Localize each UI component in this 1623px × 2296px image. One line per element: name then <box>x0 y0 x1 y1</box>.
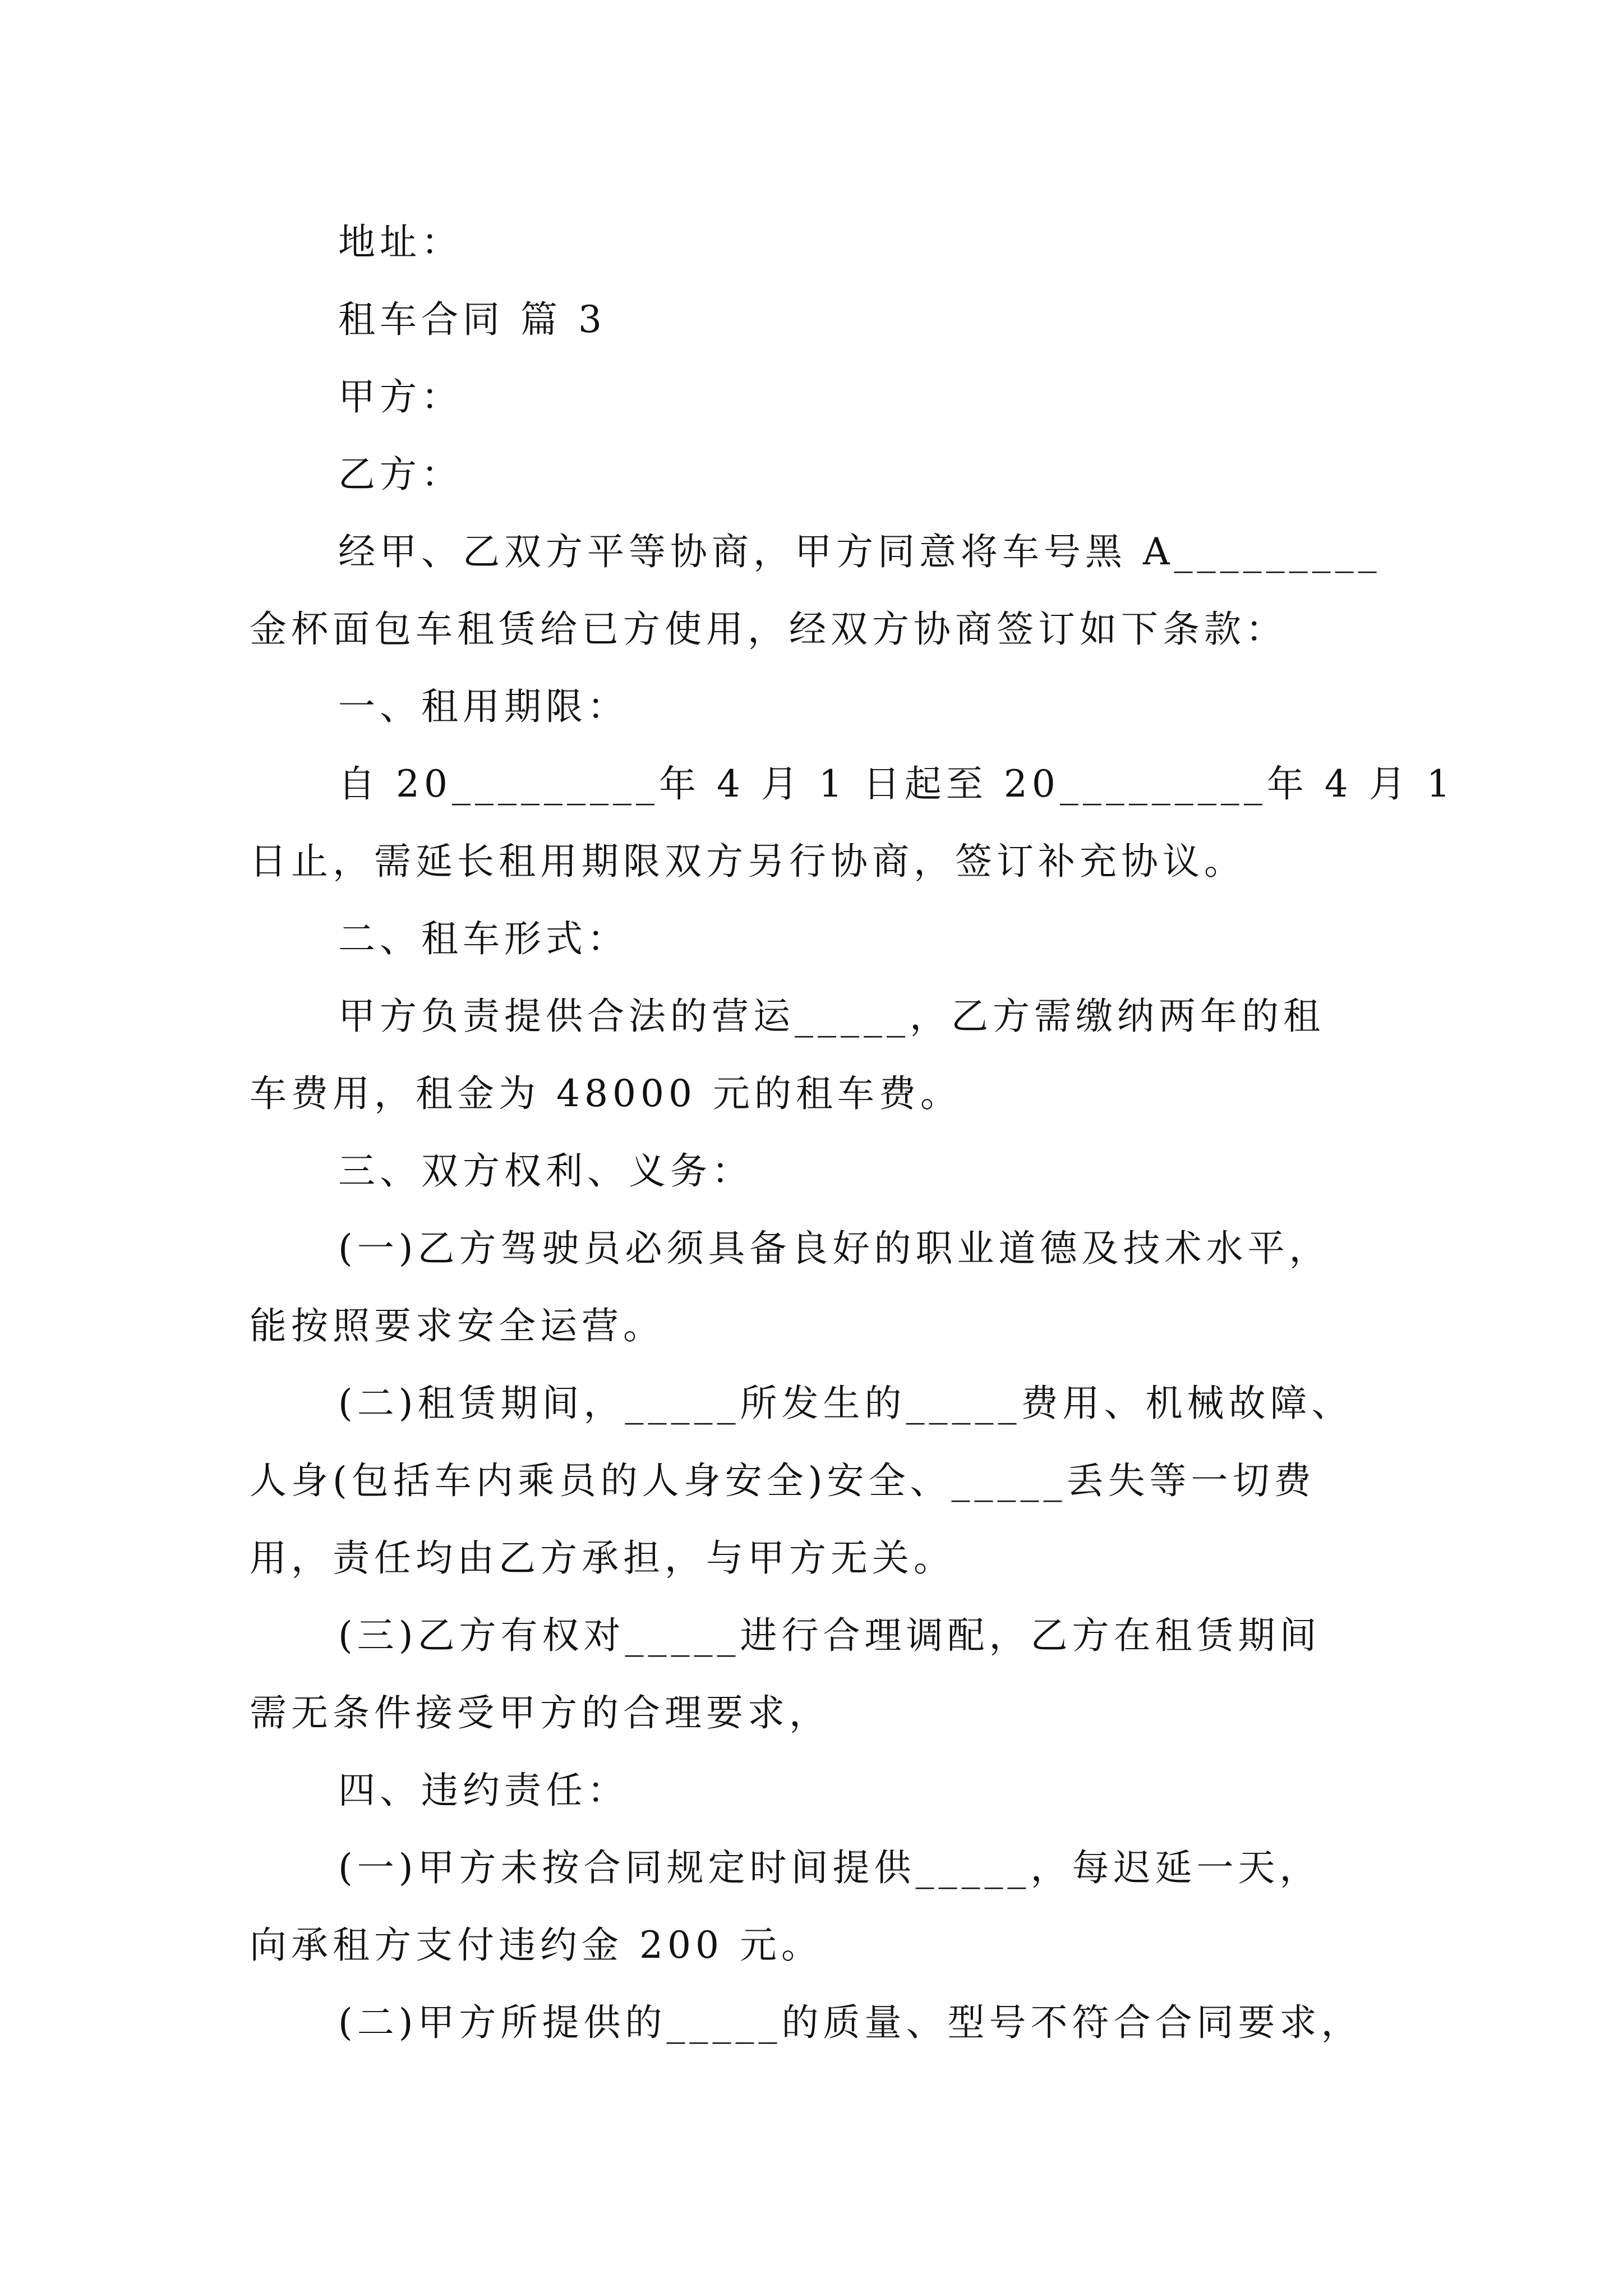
body-text-line: 人身(包括车内乘员的人身安全)安全、_____丢失等一切费 <box>250 1459 1316 1502</box>
clause-heading: 三、双方权利、义务： <box>338 1149 753 1193</box>
section-title: 租车合同 篇 3 <box>338 298 606 341</box>
body-text-line: 金杯面包车租赁给已方使用，经双方协商签订如下条款： <box>250 608 1287 651</box>
body-text-line: 日止，需延长租用期限双方另行协商，签订补充协议。 <box>250 840 1246 883</box>
party-b-label: 乙方： <box>338 453 463 496</box>
clause-heading: 二、租车形式： <box>338 917 629 960</box>
body-text-line: 甲方负责提供合法的营运_____，乙方需缴纳两年的租 <box>338 995 1325 1038</box>
clause-heading: 四、违约责任： <box>338 1769 629 1812</box>
body-text-line: (二)租赁期间，_____所发生的_____费用、机械故障、 <box>338 1382 1353 1425</box>
body-text-line: (二)甲方所提供的_____的质量、型号不符合合同要求， <box>338 2001 1363 2044</box>
clause-heading: 一、租用期限： <box>338 685 629 728</box>
body-text-line: 经甲、乙双方平等协商，甲方同意将车号黑 A_________ <box>338 530 1381 573</box>
body-text-line: (一)甲方未按合同规定时间提供_____，每迟延一天， <box>338 1846 1321 1889</box>
body-text-line: 车费用，租金为 48000 元的租车费。 <box>250 1072 962 1115</box>
body-text-line: 自 20_________年 4 月 1 日起至 20_________年 4 月 1 <box>338 762 1455 806</box>
address-label: 地址： <box>338 220 463 264</box>
body-text-line: 向承租方支付违约金 200 元。 <box>250 1924 823 1967</box>
party-a-label: 甲方： <box>338 375 463 418</box>
body-text-line: (三)乙方有权对_____进行合理调配，乙方在租赁期间 <box>338 1614 1321 1657</box>
body-text-line: 需无条件接受甲方的合理要求， <box>250 1691 831 1734</box>
body-text-line: 能按照要求安全运营。 <box>250 1304 665 1347</box>
body-text-line: (一)乙方驾驶员必须具备良好的职业道德及技术水平， <box>338 1227 1331 1270</box>
body-text-line: 用，责任均由乙方承担，与甲方无关。 <box>250 1536 955 1580</box>
